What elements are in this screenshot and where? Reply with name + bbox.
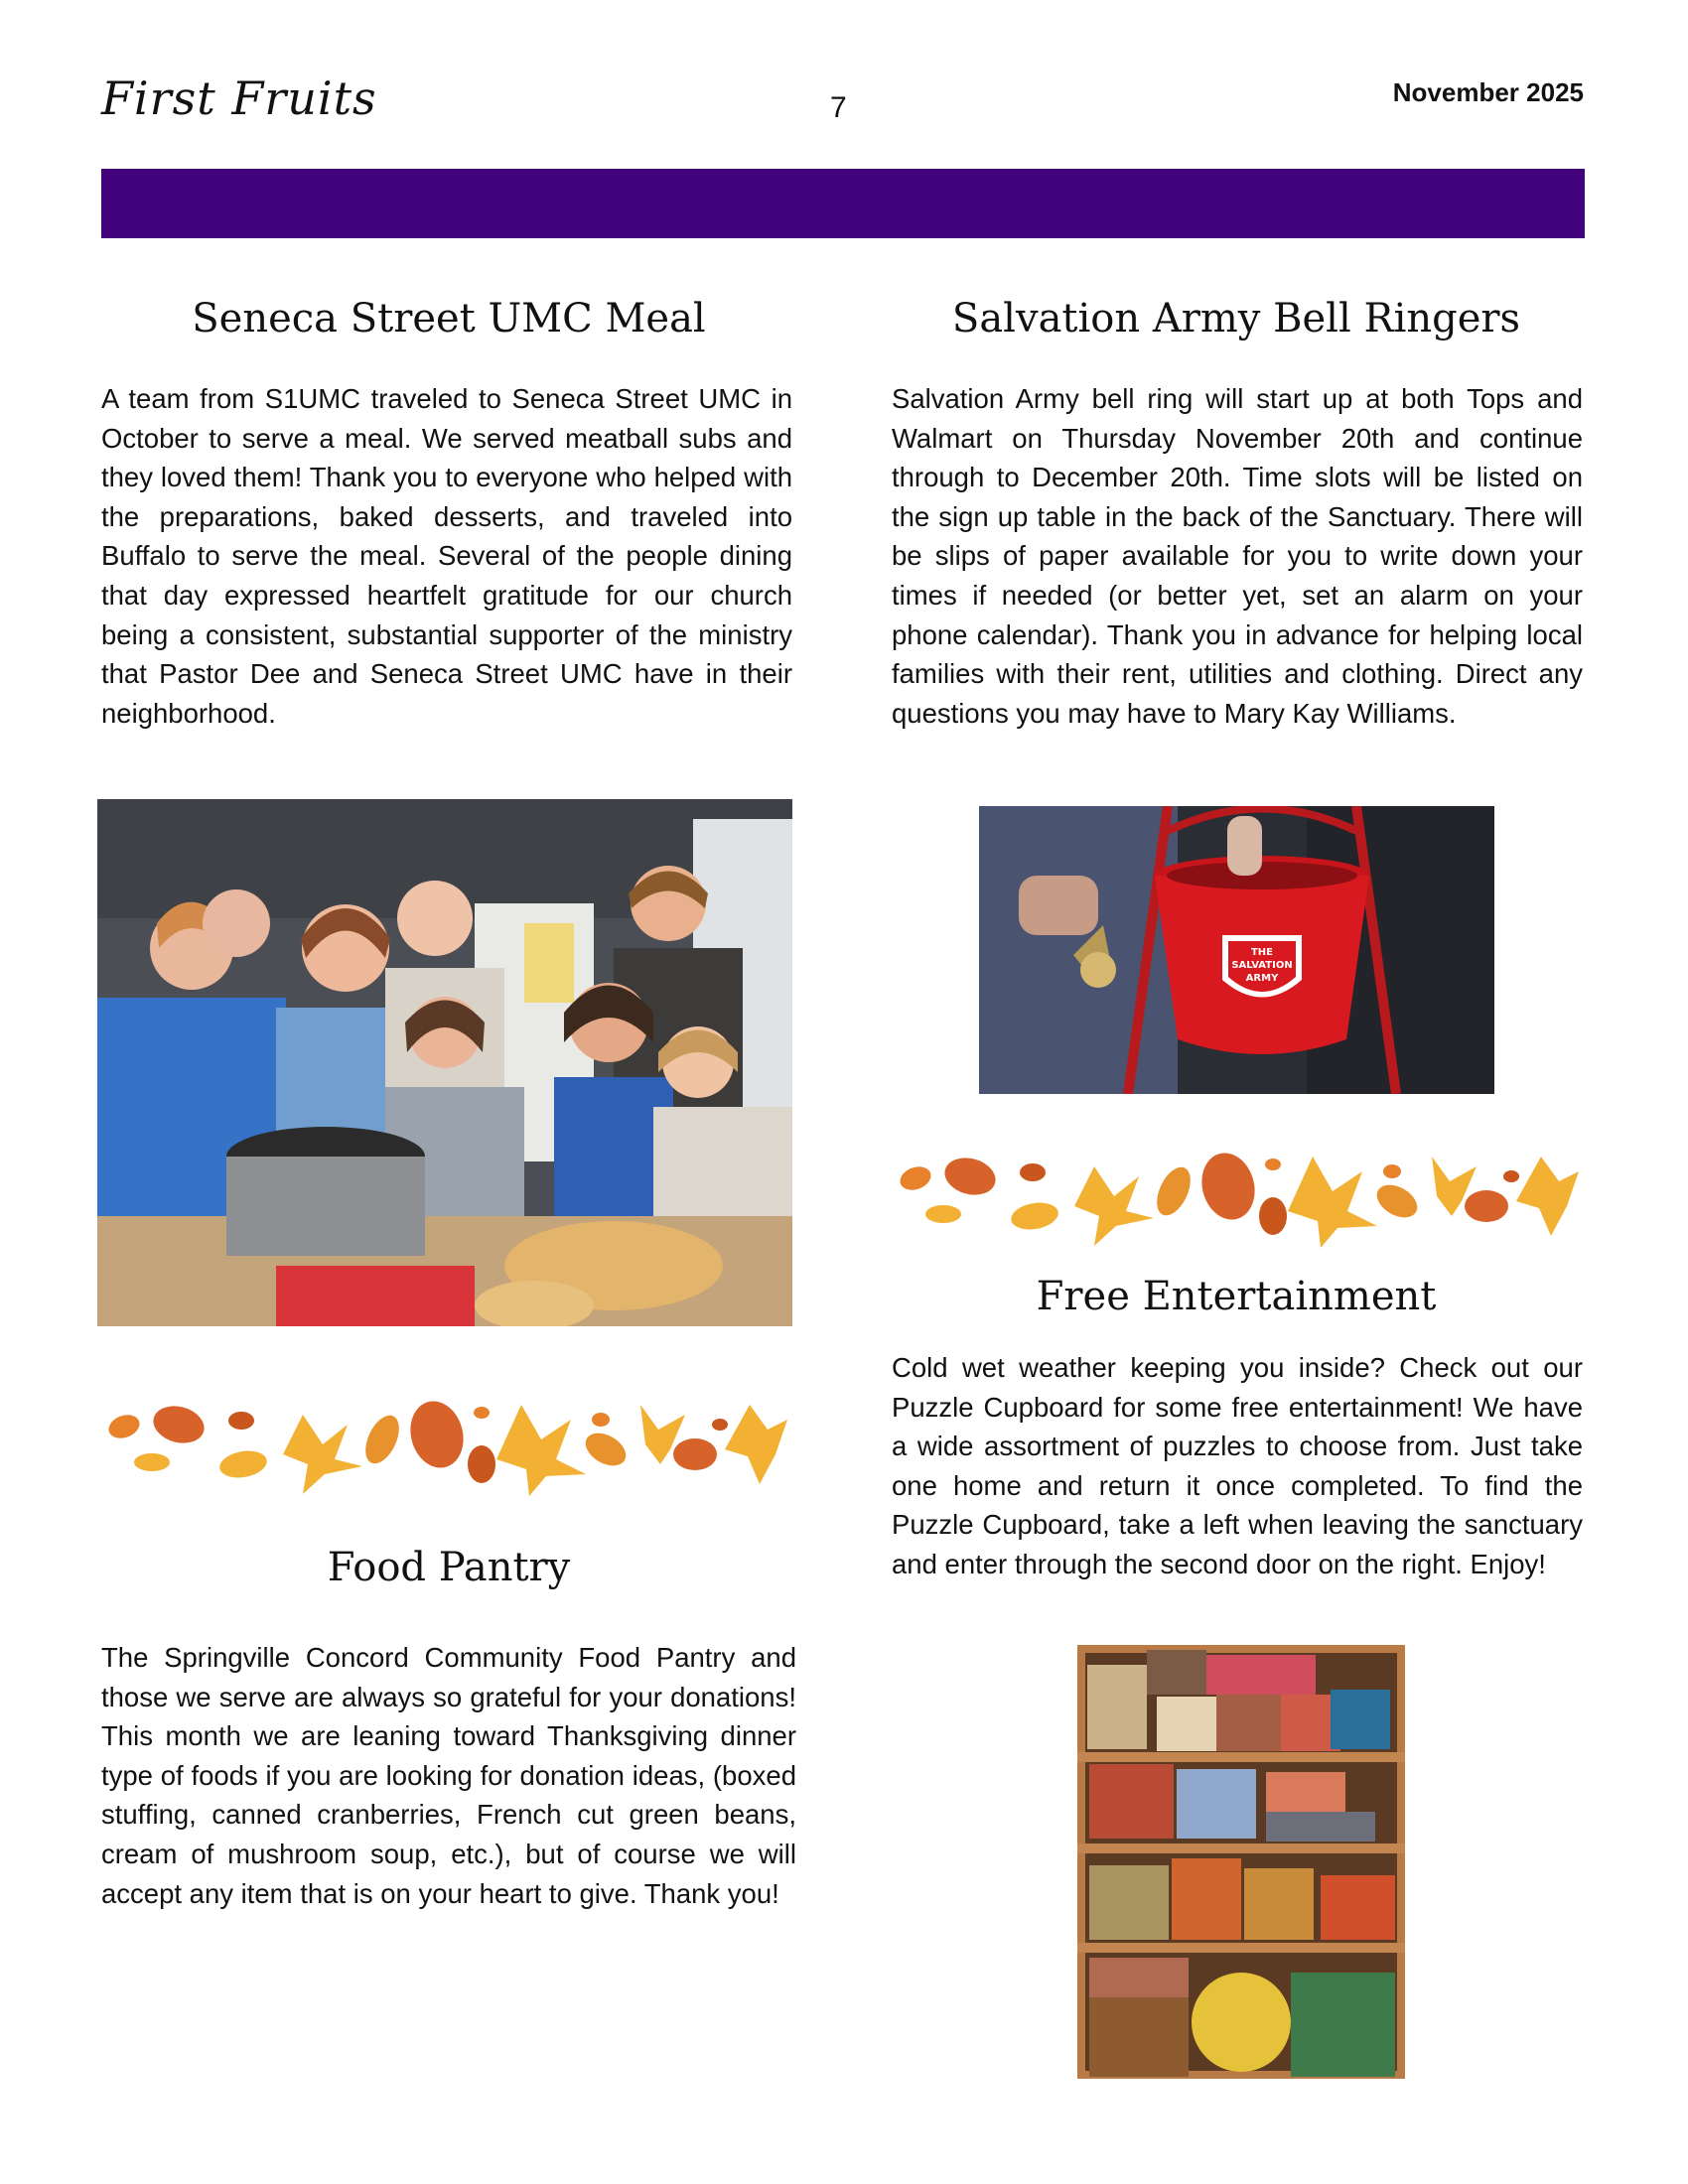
seneca-title: Seneca Street UMC Meal	[192, 296, 706, 341]
puzzle-cupboard-photo	[1077, 1645, 1405, 2079]
kettle-illustration	[979, 806, 1494, 1094]
newsletter-title: First Fruits	[101, 71, 377, 125]
entertainment-title: Free Entertainment	[1036, 1274, 1437, 1319]
kettle-logo-line2: SALVATION	[1231, 960, 1293, 971]
puzzle-shelf-illustration	[1077, 1645, 1405, 2079]
kettle-logo-line3: ARMY	[1245, 973, 1279, 984]
group-photo-illustration	[97, 799, 792, 1326]
salvation-army-body: Salvation Army bell ring will start up at both Tops and Walmart on Thursday November 20th and continue through to December 20th. Time slots will be listed on the sign up table in the back of the Sanctuary. There will be slips of paper available for you to write down your times if needed (or better yet, set an alarm on your phone calendar). Thank you in advance for helping local families with their rent, utilities and clothing. Direct any questions you may have to Mary Kay Williams.	[892, 383, 1583, 729]
issue-date: November 2025	[1392, 77, 1584, 107]
kettle-logo-line1: THE	[1250, 947, 1274, 958]
purple-banner	[101, 169, 1585, 238]
seneca-group-photo	[97, 799, 792, 1326]
autumn-leaves-divider-left	[104, 1385, 789, 1499]
entertainment-body: Cold wet weather keeping you inside? Check out our Puzzle Cupboard for some free entertainment! We have a wide assortment of puzzles to choose from. Just take one home and return it once completed. To find the Puzzle Cupboard, take a left when leaving the sanctuary and enter through the second door on the right. Enjoy!	[892, 1352, 1583, 1579]
salvation-army-title: Salvation Army Bell Ringers	[951, 296, 1521, 341]
kettle-photo	[979, 806, 1494, 1094]
food-pantry-title: Food Pantry	[327, 1545, 571, 1590]
page-number: 7	[830, 91, 847, 124]
seneca-body: A team from S1UMC traveled to Seneca Street UMC in October to serve a meal. We served meatball subs and they loved them! Thank you to everyone who helped with the preparations, baked desserts, and traveled into Buffalo to serve the meal. Several of the people dining that day expressed heartfelt gratitude for our church being a consistent, substantial supporter of the ministry that Pastor Dee and Seneca Street UMC have in their neighborhood.	[101, 383, 792, 729]
autumn-leaves-divider-right	[896, 1137, 1581, 1251]
food-pantry-body: The Springville Concord Community Food Pantry and those we serve are always so grateful for your donations! This month we are leaning toward Thanksgiving dinner type of foods if you are looking for donation ideas, (boxed stuffing, canned cranberries, French cut green beans, cream of mushroom soup, etc.), but of course we will accept any item that is on your heart to give. Thank you!	[101, 1642, 796, 1909]
